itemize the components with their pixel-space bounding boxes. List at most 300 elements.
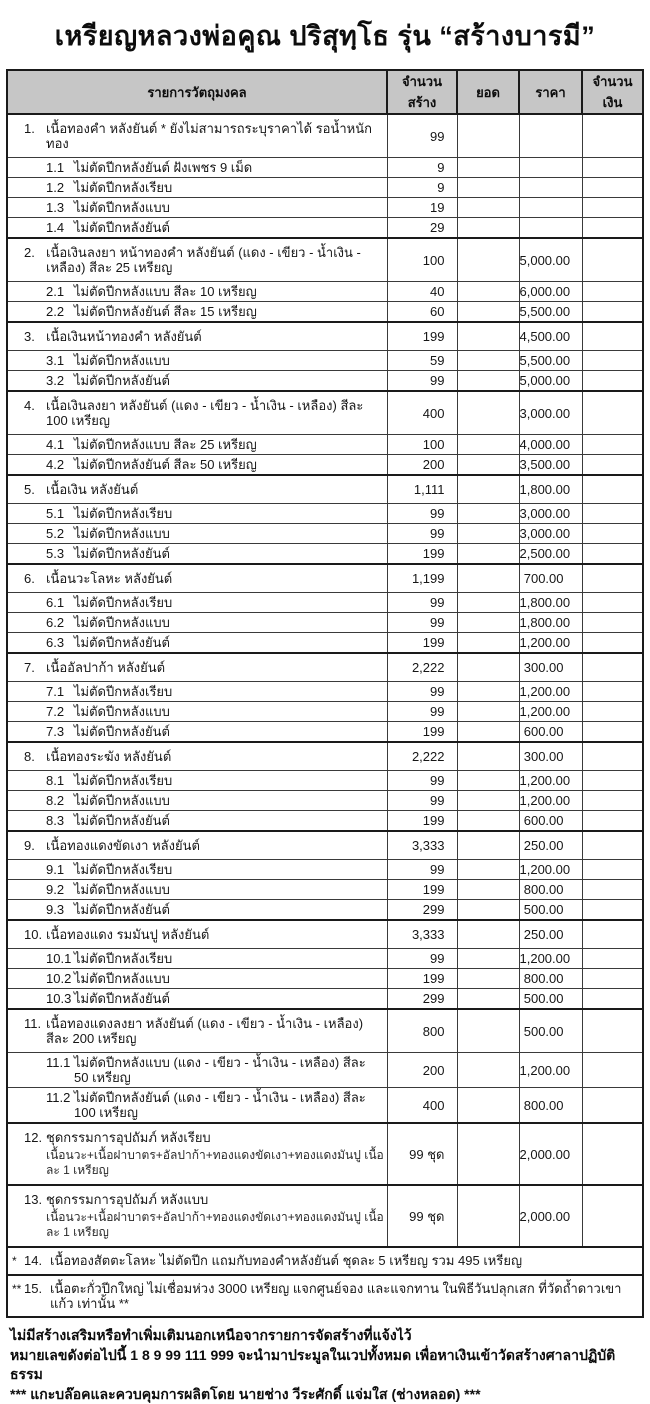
item-cell: [7, 1088, 387, 1124]
item-cell: [7, 1185, 387, 1247]
amount-cell: [582, 811, 643, 832]
item-line: [8, 180, 387, 195]
item-number: 4.1: [46, 437, 65, 452]
item-number: 14.: [24, 1253, 43, 1268]
column-header-price: ราคา: [519, 70, 582, 114]
table-row: [7, 455, 643, 476]
item-cell: [7, 633, 387, 654]
table-row: [7, 564, 643, 593]
price-cell: 1,200.00: [519, 791, 582, 811]
item-line: [8, 571, 387, 586]
item-number: 3.1: [46, 353, 65, 368]
quantity-cell: 99: [387, 949, 457, 969]
quantity-cell: 29: [387, 218, 457, 239]
item-number: 4.: [24, 398, 35, 413]
item-cell: [7, 969, 387, 989]
item-cell: [7, 544, 387, 565]
price-cell: 500.00: [519, 1009, 582, 1053]
item-line: [8, 724, 387, 739]
item-line: [8, 437, 387, 452]
table-row: [7, 989, 643, 1010]
item-subtext: เนื้อนวะ+เนื้อฝาบาตร+อัลปาก้า+ทองแดงขัดเงา+ทองแดงมันปู เนื้อละ 1 เหรียญ: [46, 1210, 384, 1239]
note-marker: *: [12, 1254, 17, 1268]
item-line: [8, 971, 387, 986]
quantity-cell: 199: [387, 969, 457, 989]
item-cell: [7, 722, 387, 743]
quantity-cell: 199: [387, 811, 457, 832]
table-row: [7, 900, 643, 921]
item-line: [8, 1016, 387, 1046]
price-cell: 500.00: [519, 989, 582, 1010]
total-cell: [457, 969, 519, 989]
item-label: เนื้อทองระฆัง หลังยันต์: [46, 749, 172, 764]
item-cell: [7, 198, 387, 218]
item-line: [8, 284, 387, 299]
item-label: ไม่ตัดปีกหลังเรียบ: [74, 951, 173, 966]
amount-cell: [582, 920, 643, 949]
total-cell: [457, 682, 519, 702]
item-line: [8, 773, 387, 788]
amount-cell: [582, 564, 643, 593]
price-cell: 1,200.00: [519, 1053, 582, 1088]
item-number: 10.3: [46, 991, 72, 1006]
item-label: ไม่ตัดปีกหลังยันต์: [74, 635, 170, 650]
item-number: 2.1: [46, 284, 65, 299]
item-number: 7.: [24, 660, 35, 675]
item-line: [8, 329, 387, 344]
note-marker: **: [12, 1282, 22, 1296]
table-row: [7, 1185, 643, 1247]
item-label: ไม่ตัดปีกหลังยันต์: [74, 991, 170, 1006]
price-cell: 1,800.00: [519, 613, 582, 633]
item-number: 7.3: [46, 724, 65, 739]
table-row: [7, 475, 643, 504]
price-cell: 800.00: [519, 880, 582, 900]
total-cell: [457, 791, 519, 811]
table-row: [7, 771, 643, 791]
total-cell: [457, 282, 519, 302]
table-row: [7, 1123, 643, 1185]
item-label: ไม่ตัดปีกหลังแบบ: [74, 200, 170, 215]
price-cell: 600.00: [519, 811, 582, 832]
amount-cell: [582, 178, 643, 198]
total-cell: [457, 158, 519, 178]
item-number: 8.3: [46, 813, 65, 828]
item-label: เนื้อตะกั่วปีกใหญ่ ไม่เชื่อมห่วง 3000 เหรียญ แจกศูนย์จอง และแจกทาน ในพิธีวันปลุกเสก ที่วัดถ้ำดาวเขาแก้ว เท่านั้น **: [50, 1281, 622, 1311]
amount-cell: [582, 1123, 643, 1185]
price-cell: 2,000.00: [519, 1185, 582, 1247]
item-label: ชุดกรรมการอุปถัมภ์ หลังแบบ: [46, 1192, 209, 1207]
quantity-cell: 99: [387, 791, 457, 811]
item-number: 2.2: [46, 304, 65, 319]
item-line: [8, 991, 387, 1006]
price-cell: 1,200.00: [519, 860, 582, 880]
total-cell: [457, 351, 519, 371]
amount-cell: [582, 860, 643, 880]
table-row: [7, 653, 643, 682]
item-label: ไม่ตัดปีกหลังเรียบ: [74, 684, 173, 699]
item-number: 1.1: [46, 160, 65, 175]
item-label: ไม่ตัดปีกหลังเรียบ: [74, 773, 173, 788]
item-cell: [7, 391, 387, 435]
footer-note-3: *** แกะบล๊อคและควบคุมการผลิตโดย นายช่าง วีระศักดิ์ แจ่มใส (ช่างหลอด) ***: [10, 1386, 481, 1402]
item-label: ไม่ตัดปีกหลังแบบ สีละ 25 เหรียญ: [74, 437, 257, 452]
quantity-cell: 9: [387, 158, 457, 178]
footer-notes: [10, 1326, 640, 1404]
item-cell: [7, 475, 387, 504]
total-cell: [457, 613, 519, 633]
quantity-cell: 9: [387, 178, 457, 198]
item-line: [8, 304, 387, 319]
item-line: [8, 1192, 387, 1207]
total-cell: [457, 322, 519, 351]
item-label: ชุดกรรมการอุปถัมภ์ หลังเรียบ: [46, 1130, 211, 1145]
quantity-cell: 100: [387, 238, 457, 282]
table-row: [7, 158, 643, 178]
total-cell: [457, 742, 519, 771]
item-cell: [7, 218, 387, 239]
item-cell: [7, 811, 387, 832]
table-row: [7, 682, 643, 702]
quantity-cell: 99: [387, 771, 457, 791]
table-row: [7, 633, 643, 654]
item-line: [8, 793, 387, 808]
item-cell: [7, 178, 387, 198]
item-number: 12.: [24, 1130, 43, 1145]
price-cell: 6,000.00: [519, 282, 582, 302]
item-line: [8, 200, 387, 215]
item-line: [8, 245, 387, 275]
item-cell: [7, 504, 387, 524]
quantity-cell: 199: [387, 880, 457, 900]
total-cell: [457, 722, 519, 743]
item-label: ไม่ตัดปีกหลังยันต์: [74, 220, 170, 235]
item-line: [8, 1281, 642, 1311]
item-line: [8, 506, 387, 521]
item-line: [8, 902, 387, 917]
item-label: เนื้อนวะโลหะ หลังยันต์: [46, 571, 173, 586]
table-row: [7, 218, 643, 239]
amount-cell: [582, 302, 643, 323]
item-number: 6.: [24, 571, 35, 586]
amount-cell: [582, 791, 643, 811]
item-label: เนื้อทองคำ หลังยันต์ * ยังไม่สามารถระบุราคาได้ รอน้ำหนักทอง: [46, 121, 373, 151]
total-cell: [457, 198, 519, 218]
price-cell: 3,000.00: [519, 504, 582, 524]
item-number: 2.: [24, 245, 35, 260]
amount-cell: [582, 702, 643, 722]
amount-cell: [582, 1185, 643, 1247]
amount-cell: [582, 900, 643, 921]
price-cell: [519, 198, 582, 218]
quantity-cell: 199: [387, 633, 457, 654]
quantity-cell: 99: [387, 114, 457, 158]
item-line: [8, 482, 387, 497]
table-row: [7, 880, 643, 900]
total-cell: [457, 989, 519, 1010]
page-title: เหรียญหลวงพ่อคูณ ปริสุทฺโธ รุ่น “สร้างบารมี”: [54, 21, 596, 51]
item-subtext: เนื้อนวะ+เนื้อฝาบาตร+อัลปาก้า+ทองแดงขัดเงา+ทองแดงมันปู เนื้อละ 1 เหรียญ: [46, 1148, 384, 1177]
total-cell: [457, 771, 519, 791]
total-cell: [457, 475, 519, 504]
quantity-cell: 59: [387, 351, 457, 371]
table-row: [7, 544, 643, 565]
price-cell: 250.00: [519, 920, 582, 949]
quantity-cell: 99: [387, 524, 457, 544]
item-cell: [7, 593, 387, 613]
total-cell: [457, 1009, 519, 1053]
item-line: [8, 526, 387, 541]
item-cell: [7, 831, 387, 860]
table-row: [7, 969, 643, 989]
item-line: [8, 1090, 387, 1120]
price-cell: 500.00: [519, 900, 582, 921]
item-cell: [7, 158, 387, 178]
amount-cell: [582, 771, 643, 791]
table-row: [7, 391, 643, 435]
price-cell: 5,000.00: [519, 238, 582, 282]
price-cell: 1,200.00: [519, 633, 582, 654]
quantity-cell: 299: [387, 900, 457, 921]
quantity-cell: 99 ชุด: [387, 1123, 457, 1185]
price-cell: 1,800.00: [519, 475, 582, 504]
item-line: [8, 398, 387, 428]
item-label: เนื้อเงิน หลังยันต์: [46, 482, 139, 497]
item-number: 5.1: [46, 506, 65, 521]
price-cell: 1,800.00: [519, 593, 582, 613]
table-header: [7, 70, 643, 114]
item-label: เนื้อทองแดงขัดเงา หลังยันต์: [46, 838, 200, 853]
table-row: [7, 860, 643, 880]
total-cell: [457, 1053, 519, 1088]
price-cell: 5,500.00: [519, 302, 582, 323]
amount-cell: [582, 544, 643, 565]
amount-cell: [582, 593, 643, 613]
total-cell: [457, 218, 519, 239]
item-label: ไม่ตัดปีกหลังยันต์ ฝังเพชร 9 เม็ด: [74, 160, 253, 175]
amount-cell: [582, 322, 643, 351]
amount-cell: [582, 682, 643, 702]
price-cell: 4,000.00: [519, 435, 582, 455]
total-cell: [457, 593, 519, 613]
item-line: [8, 220, 387, 235]
item-label: ไม่ตัดปีกหลังยันต์ สีละ 15 เหรียญ: [74, 304, 257, 319]
price-cell: 250.00: [519, 831, 582, 860]
item-label: ไม่ตัดปีกหลังแบบ: [74, 704, 170, 719]
amount-cell: [582, 1053, 643, 1088]
total-cell: [457, 860, 519, 880]
item-number: 9.2: [46, 882, 65, 897]
quantity-cell: 100: [387, 435, 457, 455]
item-line: [8, 595, 387, 610]
item-number: 4.2: [46, 457, 65, 472]
price-cell: 600.00: [519, 722, 582, 743]
item-label: เนื้อทองแดง รมมันปู หลังยันต์: [46, 927, 210, 942]
item-cell: [7, 1275, 643, 1317]
item-cell: [7, 322, 387, 351]
total-cell: [457, 435, 519, 455]
item-number: 6.3: [46, 635, 65, 650]
quantity-cell: 99: [387, 860, 457, 880]
item-line: [8, 160, 387, 175]
item-label: ไม่ตัดปีกหลังเรียบ: [74, 862, 173, 877]
item-number: 5.3: [46, 546, 65, 561]
quantity-cell: 199: [387, 322, 457, 351]
total-cell: [457, 238, 519, 282]
table-row: [7, 949, 643, 969]
item-cell: [7, 682, 387, 702]
item-label: เนื้ออัลปาก้า หลังยันต์: [46, 660, 166, 675]
amount-cell: [582, 742, 643, 771]
item-line: [8, 684, 387, 699]
item-cell: [7, 949, 387, 969]
item-number: 13.: [24, 1192, 43, 1207]
total-cell: [457, 702, 519, 722]
item-line: [8, 615, 387, 630]
quantity-cell: 99: [387, 593, 457, 613]
table-row: [7, 435, 643, 455]
item-line: [8, 373, 387, 388]
item-number: 11.2: [46, 1090, 71, 1105]
quantity-cell: 99 ชุด: [387, 1185, 457, 1247]
item-label: ไม่ตัดปีกหลังแบบ: [74, 971, 170, 986]
table-row: [7, 302, 643, 323]
item-label: ไม่ตัดปีกหลังแบบ: [74, 353, 170, 368]
item-line: [8, 1130, 387, 1145]
price-cell: 5,000.00: [519, 371, 582, 392]
total-cell: [457, 900, 519, 921]
item-cell: [7, 742, 387, 771]
item-number: 10.2: [46, 971, 72, 986]
amount-cell: [582, 949, 643, 969]
total-cell: [457, 564, 519, 593]
item-cell: [7, 1053, 387, 1088]
item-cell: [7, 238, 387, 282]
quantity-cell: 99: [387, 504, 457, 524]
item-line: [8, 457, 387, 472]
item-cell: [7, 282, 387, 302]
item-number: 1.: [24, 121, 35, 136]
table-body: [7, 114, 643, 1317]
item-number: 11.: [24, 1016, 42, 1031]
item-cell: [7, 880, 387, 900]
total-cell: [457, 1088, 519, 1124]
item-number: 1.2: [46, 180, 65, 195]
table-row: [7, 504, 643, 524]
table-row: [7, 1275, 643, 1317]
amount-cell: [582, 475, 643, 504]
amount-cell: [582, 504, 643, 524]
price-cell: 3,000.00: [519, 391, 582, 435]
item-cell: [7, 613, 387, 633]
quantity-cell: 3,333: [387, 920, 457, 949]
quantity-cell: 2,222: [387, 742, 457, 771]
item-label: ไม่ตัดปีกหลังยันต์: [74, 373, 170, 388]
item-line: [8, 838, 387, 853]
item-line: [8, 660, 387, 675]
item-label: เนื้อทองสัตตะโลหะ ไม่ตัดปีก แถมกับทองคำหลังยันต์ ชุดละ 5 เหรียญ รวม 495 เหรียญ: [50, 1253, 523, 1268]
quantity-cell: 1,199: [387, 564, 457, 593]
item-number: 11.1: [46, 1055, 71, 1070]
price-cell: 4,500.00: [519, 322, 582, 351]
item-label: ไม่ตัดปีกหลังยันต์: [74, 813, 170, 828]
item-line: [8, 546, 387, 561]
amount-cell: [582, 524, 643, 544]
item-cell: [7, 791, 387, 811]
item-label: ไม่ตัดปีกหลังแบบ สีละ 10 เหรียญ: [74, 284, 257, 299]
amount-cell: [582, 158, 643, 178]
item-cell: [7, 900, 387, 921]
quantity-cell: 99: [387, 371, 457, 392]
amount-cell: [582, 282, 643, 302]
item-label: ไม่ตัดปีกหลังเรียบ: [74, 595, 173, 610]
table-row: [7, 524, 643, 544]
price-cell: 300.00: [519, 653, 582, 682]
table-row: [7, 371, 643, 392]
table-row: [7, 702, 643, 722]
table-row: [7, 238, 643, 282]
item-label: ไม่ตัดปีกหลังยันต์: [74, 724, 170, 739]
item-number: 10.: [24, 927, 43, 942]
item-label: ไม่ตัดปีกหลังเรียบ: [74, 506, 173, 521]
item-number: 5.2: [46, 526, 65, 541]
column-header-total: ยอด: [457, 70, 519, 114]
amount-cell: [582, 455, 643, 476]
item-number: 9.1: [46, 862, 65, 877]
item-line: [8, 749, 387, 764]
amount-cell: [582, 1088, 643, 1124]
table-row: [7, 831, 643, 860]
item-number: 7.2: [46, 704, 65, 719]
amount-cell: [582, 831, 643, 860]
total-cell: [457, 1123, 519, 1185]
item-label: ไม่ตัดปีกหลังยันต์ สีละ 50 เหรียญ: [74, 457, 257, 472]
total-cell: [457, 920, 519, 949]
amount-cell: [582, 989, 643, 1010]
price-cell: [519, 114, 582, 158]
quantity-cell: 99: [387, 682, 457, 702]
table-row: [7, 322, 643, 351]
item-number: 10.1: [46, 951, 72, 966]
item-label: เนื้อเงินลงยา หลังยันต์ (แดง - เขียว - น้ำเงิน - เหลือง) สีละ 100 เหรียญ: [46, 398, 364, 428]
amount-cell: [582, 633, 643, 654]
item-line: [8, 635, 387, 650]
item-cell: [7, 524, 387, 544]
column-header-item: รายการวัตถุมงคล: [7, 70, 387, 114]
amount-cell: [582, 880, 643, 900]
item-line: [8, 353, 387, 368]
total-cell: [457, 391, 519, 435]
table-row: [7, 1009, 643, 1053]
item-cell: [7, 351, 387, 371]
amount-cell: [582, 351, 643, 371]
quantity-cell: 200: [387, 455, 457, 476]
total-cell: [457, 1185, 519, 1247]
item-cell: [7, 371, 387, 392]
total-cell: [457, 653, 519, 682]
quantity-cell: 800: [387, 1009, 457, 1053]
item-number: 6.1: [46, 595, 65, 610]
item-number: 3.: [24, 329, 35, 344]
amount-cell: [582, 435, 643, 455]
price-cell: 800.00: [519, 969, 582, 989]
table-row: [7, 114, 643, 158]
amount-cell: [582, 114, 643, 158]
footer-note-2: หมายเลขดังต่อไปนี้ 1 8 9 99 111 999 จะนำมาประมูลในเวปทั้งหมด เพื่อหาเงินเข้าวัดสร้างศาลาปฏิบัติธรรม: [10, 1347, 616, 1382]
table-row: [7, 593, 643, 613]
item-label: ไม่ตัดปีกหลังแบบ: [74, 882, 170, 897]
price-cell: 800.00: [519, 1088, 582, 1124]
